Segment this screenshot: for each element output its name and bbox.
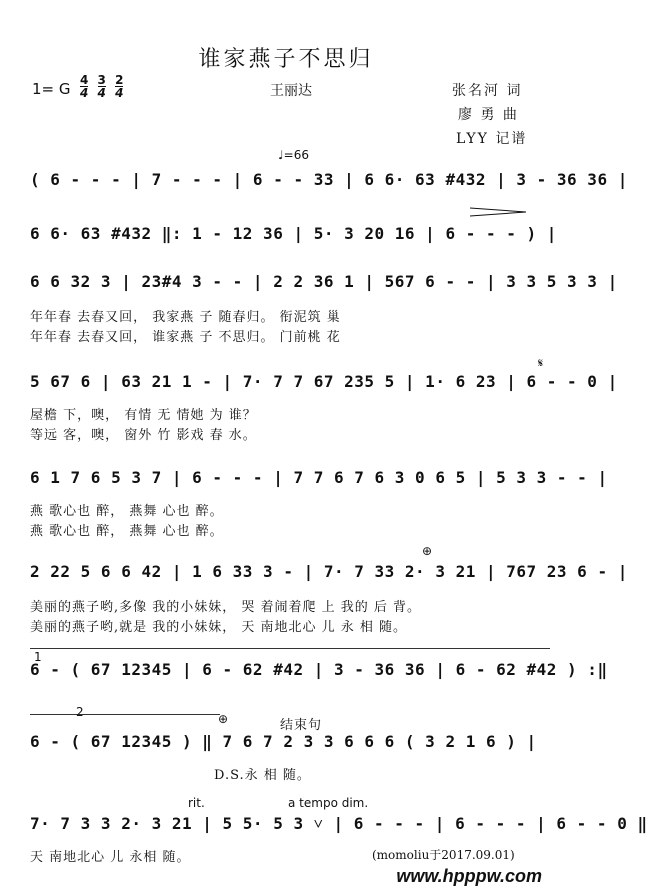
time-signatures [80,74,128,99]
singer: 王丽达 [270,83,312,99]
notation-row-1: ( 6 - - - | 7 - - - | 6 - - 33 | 6 6· 63 #432 | 3 - 36 36 | [30,170,628,189]
lyric-row-6-verse-1: 美丽的燕子哟,多像 我的小妹妹， 哭 着闹着爬 上 我的 后 背。 [30,600,422,615]
volta-1-label: 1 [34,650,42,664]
volta-1-bracket [30,648,550,649]
volta-2-bracket [30,714,220,715]
lyricist-credit: 张名河 词 [452,83,523,99]
lyric-row-5-verse-1: 燕 歌心也 醉， 燕舞 心也 醉。 [30,504,224,519]
segno-sign: 𝄋 [538,356,544,370]
lyric-row-9: 天 南地北心 儿 永相 随。 [30,850,191,865]
key-signature: 1= G [32,80,71,98]
transcriber-signature: (momoliu于2017.09.01) [372,848,515,862]
lyric-row-3-verse-2: 年年春 去春又回， 谁家燕 子 不思归。 门前桃 花 [30,330,341,345]
lyric-row-5-verse-2: 燕 歌心也 醉， 燕舞 心也 醉。 [30,524,224,539]
notation-row-7: 6 - ( 67 12345 | 6 - 62 #42 | 3 - 36 36 | 6 - 62 #42 ) :‖ [30,660,608,679]
ritardando-mark: rit. [188,796,205,810]
ending-label: 结束句 [280,718,323,733]
song-title: 谁家燕子不思归 [198,47,374,72]
lyric-row-4-verse-2: 等远 客，噢， 窗外 竹 影戏 春 水。 [30,428,257,443]
meter-3: $\frac{2}{4}$ [115,73,124,100]
notation-row-3: 6 6 32 3 | 23#4 3 - - | 2 2 36 1 | 567 6 - - | 3 3 5 3 3 | [30,272,618,291]
transcriber-credit: LYY 记谱 [456,131,528,147]
notation-row-4: 5 67 6 | 63 21 1 - | 7· 7 7 67 235 5 | 1· 6 23 | 6 - - 0 | [30,372,618,391]
notation-row-9: 7· 7 3 3 2· 3 21 | 5 5· 5 3 ˅ | 6 - - - | 6 - - - | 6 - - 0 ‖ [30,814,648,833]
lyric-row-6-verse-2: 美丽的燕子哟,就是 我的小妹妹， 天 南地北心 儿 永 相 随。 [30,620,408,635]
composer-credit: 廖 勇 曲 [458,107,519,123]
a-tempo-dim-mark: a tempo dim. [288,796,369,810]
coda-sign-1: ⊕ [422,544,433,558]
notation-row-5: 6 1 7 6 5 3 7 | 6 - - - | 7 7 6 7 6 3 0 6 5 | 5 3 3 - - | [30,468,608,487]
notation-row-6: 2 22 5 6 6 42 | 1 6 33 3 - | 7· 7 33 2· 3 21 | 767 23 6 - | [30,562,628,581]
tempo-marking: ♩=66 [278,148,309,162]
notation-row-8: 6 - ( 67 12345 ) ‖ 7 6 7 2 3 3 6 6 6 ( 3 2 1 6 ) | [30,732,537,751]
lyric-row-8: D.S.永 相 随。 [214,768,311,783]
meter-2: $\frac{3}{4}$ [97,73,106,100]
meter-1: $\frac{4}{4}$ [80,73,89,100]
watermark-footer: www.hpppw.com [396,866,542,886]
notation-row-2: 6 6· 63 #432 ‖: 1 - 12 36 | 5· 3 20 16 | 6 - - - ) | [30,224,557,243]
coda-sign-2: ⊕ [218,712,229,726]
decrescendo-hairpin [470,206,530,221]
lyric-row-4-verse-1: 屋檐 下，噢， 有情 无 情她 为 谁？ [30,408,257,423]
volta-2-label: 2 [76,705,84,719]
lyric-row-3-verse-1: 年年春 去春又回， 我家燕 子 随春归。 衔泥筑 巢 [30,310,341,325]
